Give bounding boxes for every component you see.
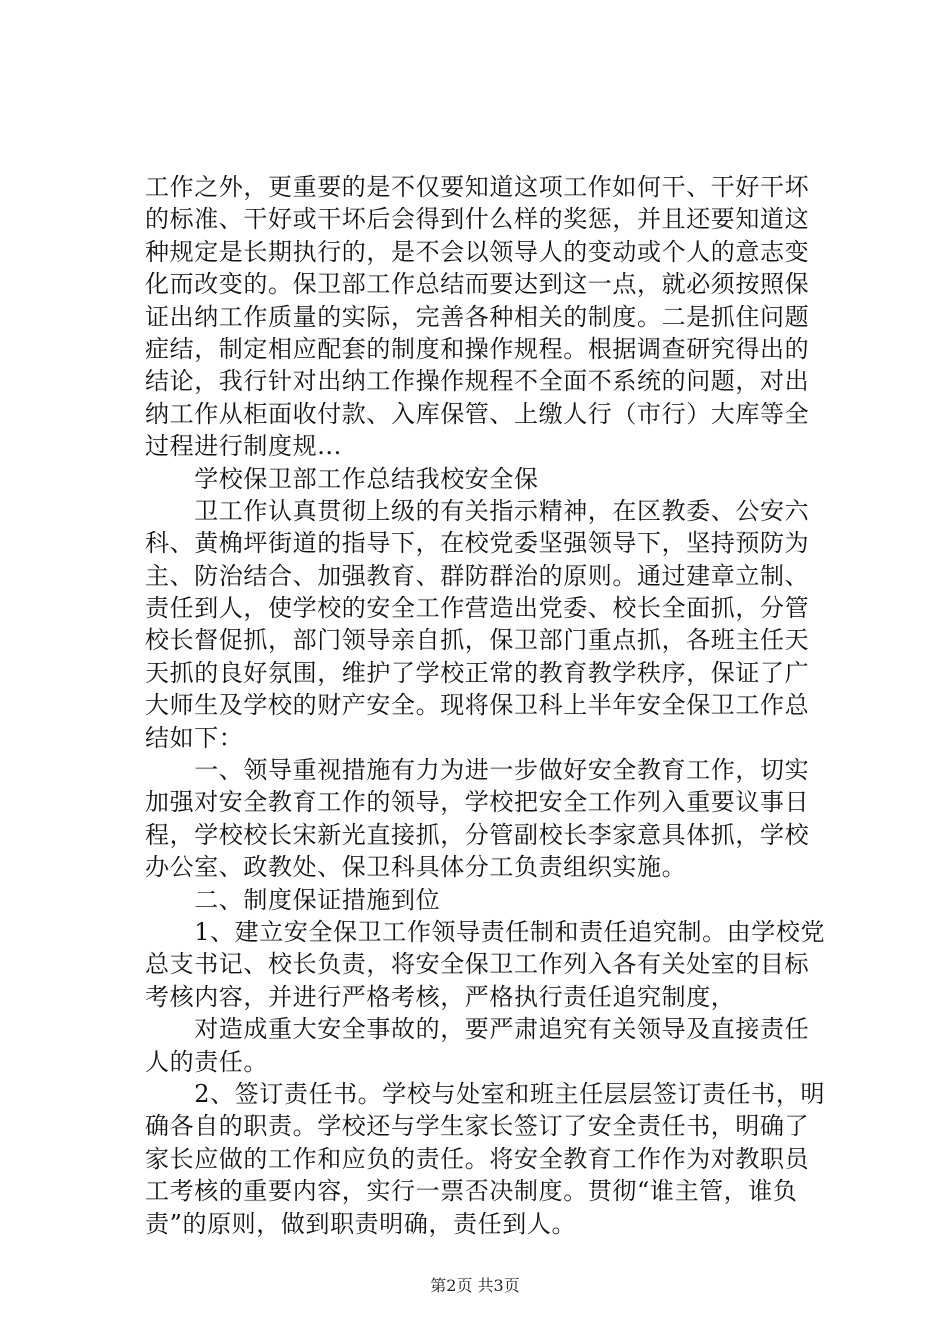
text-line: 确各自的职责。学校还与学生家长签订了安全责任书，明确了 xyxy=(145,1112,810,1141)
text-line: 种规定是长期执行的，是不会以领导人的变动或个人的意志变 xyxy=(145,237,810,266)
text-line: 加强对安全教育工作的领导，学校把安全工作列入重要议事日 xyxy=(145,788,810,817)
text-line: 家长应做的工作和应负的责任。将安全教育工作作为对教职员 xyxy=(145,1144,810,1173)
text-line: 结如下： xyxy=(145,723,244,752)
text-line: 二、制度保证措施到位 xyxy=(145,885,441,914)
text-line: 一、领导重视措施有力为进一步做好安全教育工作，切实 xyxy=(145,756,810,785)
document-body xyxy=(145,171,835,1240)
text-line: 总支书记、校长负责，将安全保卫工作列入各有关处室的目标 xyxy=(145,950,810,979)
text-line: 责”的原则，做到职责明确，责任到人。 xyxy=(145,1209,577,1238)
text-line: 校长督促抓，部门领导亲自抓，保卫部门重点抓，各班主任天 xyxy=(145,626,810,655)
text-line: 化而改变的。保卫部工作总结而要达到这一点，就必须按照保 xyxy=(145,270,810,299)
text-line: 主、防治结合、加强教育、群防群治的原则。通过建章立制、 xyxy=(145,561,810,590)
text-line: 过程进行制度规... xyxy=(145,432,342,461)
text-line: 对造成重大安全事故的，要严肃追究有关领导及直接责任 xyxy=(145,1015,810,1044)
text-line: 大师生及学校的财产安全。现将保卫科上半年安全保卫工作总 xyxy=(145,691,810,720)
text-line: 人的责任。 xyxy=(145,1047,268,1076)
text-line: 办公室、政教处、保卫科具体分工负责组织实施。 xyxy=(145,853,687,882)
page-footer: 第2页 共3页 xyxy=(430,1276,520,1295)
text-line: 科、黄桷坪街道的指导下，在校党委坚强领导下，坚持预防为 xyxy=(145,529,810,558)
text-line: 卫工作认真贯彻上级的有关指示精神，在区教委、公安六 xyxy=(145,496,810,525)
text-line: 天抓的良好氛围，维护了学校正常的教育教学秩序，保证了广 xyxy=(145,658,810,687)
text-line: 工作之外，更重要的是不仅要知道这项工作如何干、干好干坏 xyxy=(145,173,810,201)
text-line: 程，学校校长宋新光直接抓，分管副校长李家意具体抓，学校 xyxy=(145,820,810,849)
text-line: 工考核的重要内容，实行一票否决制度。贯彻“谁主管，谁负 xyxy=(145,1177,798,1206)
text-line: 考核内容，并进行严格考核，严格执行责任追究制度， xyxy=(145,982,736,1011)
text-line: 2、签订责任书。学校与处室和班主任层层签订责任书，明 xyxy=(145,1079,826,1108)
text-line: 纳工作从柜面收付款、入库保管、上缴人行（市行）大库等全 xyxy=(145,399,810,428)
text-line: 症结，制定相应配套的制度和操作规程。根据调查研究得出的 xyxy=(145,334,810,363)
text-line: 1、建立安全保卫工作领导责任制和责任追究制。由学校党 xyxy=(145,917,826,946)
text-line: 证出纳工作质量的实际，完善各种相关的制度。二是抓住问题 xyxy=(145,302,810,331)
text-line: 结论，我行针对出纳工作操作规程不全面不系统的问题，对出 xyxy=(145,367,810,396)
text-line: 责任到人，使学校的安全工作营造出党委、校长全面抓，分管 xyxy=(145,594,810,623)
text-line: 的标准、干好或干坏后会得到什么样的奖惩，并且还要知道这 xyxy=(145,205,810,234)
text-line: 学校保卫部工作总结我校安全保 xyxy=(145,464,539,493)
